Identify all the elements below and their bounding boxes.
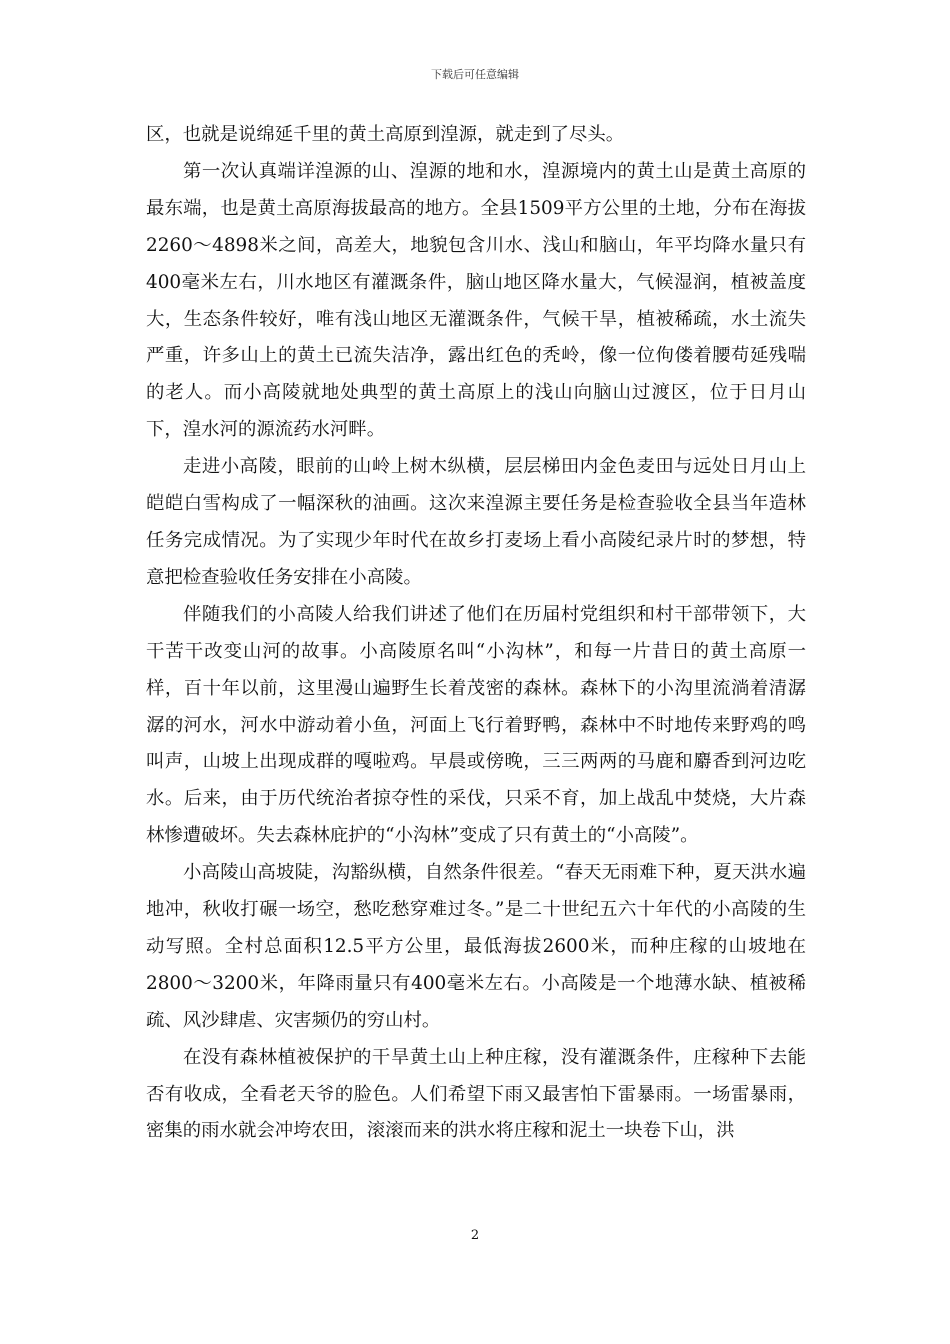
paragraph-3: 走进小高陵，眼前的山岭上树木纵横，层层梯田内金色麦田与远处日月山上皑皑白雪构成了一幅深秋的油画。这次来湟源主要任务是检查验收全县当年造林任务完成情况。为了实现少年时代在故乡打麦场上看小高陵纪录片时的梦想，特意把检查验收任务安排在小高陵。	[146, 456, 806, 588]
page-header: 下载后可任意编辑	[431, 68, 519, 81]
paragraph-1: 区，也就是说绵延千里的黄土高原到湟源，就走到了尽头。	[146, 124, 625, 145]
paragraph-5: 小高陵山高坡陡，沟豁纵横，自然条件很差。“春天无雨难下种，夏天洪水遍地冲，秋收打碾一场空，愁吃愁穿难过冬。”是二十世纪五六十年代的小高陵的生动写照。全村总面积12.5平方公里，最低海拔2600米，而种庄稼的山坡地在2800～3200米，年降雨量只有400毫米左右。小高陵是一个地薄水缺、植被稀疏、风沙肆虐、灾害频仍的穷山村。	[146, 862, 806, 1031]
document-body	[146, 117, 806, 1150]
paragraph-4: 伴随我们的小高陵人给我们讲述了他们在历届村党组织和村干部带领下，大干苦干改变山河的故事。小高陵原名叫“小沟林”，和每一片昔日的黄土高原一样，百十年以前，这里漫山遍野生长着茂密的森林。森林下的小沟里流淌着清潺潺的河水，河水中游动着小鱼，河面上飞行着野鸭，森林中不时地传来野鸡的鸣叫声，山坡上出现成群的嘎啦鸡。早晨或傍晚，三三两两的马鹿和麝香到河边吃水。后来，由于历代统治者掠夺性的采伐，只采不育，加上战乱中焚烧，大片森林惨遭破坏。失去森林庇护的“小沟林”变成了只有黄土的“小高陵”。	[146, 603, 806, 847]
paragraph-6: 在没有森林植被保护的干旱黄土山上种庄稼，没有灌溉条件，庄稼种下去能否有收成，全看老天爷的脸色。人们希望下雨又最害怕下雷暴雨。一场雷暴雨，密集的雨水就会冲垮农田，滚滚而来的洪水将庄稼和泥土一块卷下山，洪	[146, 1046, 806, 1142]
paragraph-2: 第一次认真端详湟源的山、湟源的地和水，湟源境内的黄土山是黄土高原的最东端，也是黄土高原海拔最高的地方。全县1509平方公里的土地，分布在海拔2260～4898米之间，高差大，地貌包含川水、浅山和脑山，年平均降水量只有400毫米左右，川水地区有灌溉条件，脑山地区降水量大，气候湿润，植被盖度大，生态条件较好，唯有浅山地区无灌溉条件，气候干旱，植被稀疏，水土流失严重，许多山上的黄土已流失洁净，露出红色的秃岭，像一位佝偻着腰苟延残喘的老人。而小高陵就地处典型的黄土高原上的浅山向脑山过渡区，位于日月山下，湟水河的源流药水河畔。	[146, 160, 806, 441]
page-number: 2	[470, 1228, 480, 1243]
